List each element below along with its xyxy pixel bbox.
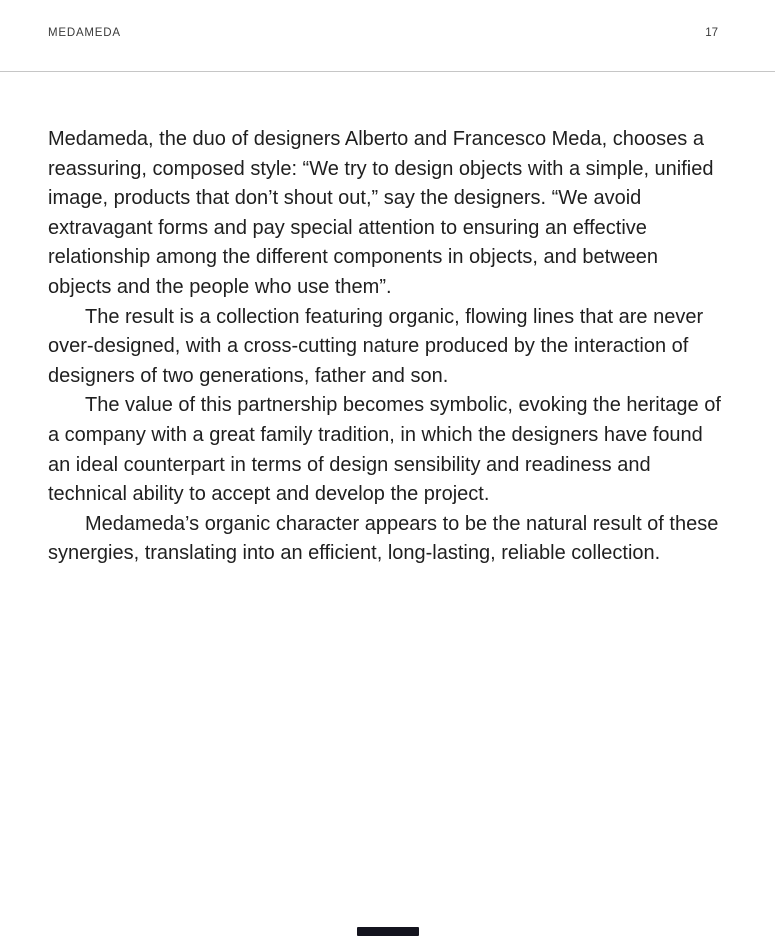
- paragraph-2: The result is a collection featuring organic, flowing lines that are never over-designed, with a cross-cutting nature produced by the interaction of designers of two generations, father and son.: [48, 305, 704, 387]
- running-title: MEDAMEDA: [48, 27, 121, 39]
- paragraph-3: The value of this partnership becomes symbolic, evoking the heritage of a company with a great family tradition, in which the designers have found an ideal counterpart in terms of design sensibility and readiness and technical ability to accept and develop the project.: [48, 394, 721, 506]
- page-header: [0, 0, 775, 72]
- paragraph-4: Medameda’s organic character appears to be the natural result of these synergies, translating into an efficient, long-lasting, reliable collection.: [48, 512, 719, 565]
- page-number: 17: [705, 27, 718, 39]
- scroll-progress-handle[interactable]: [357, 927, 419, 936]
- paragraph-1: Medameda, the duo of designers Alberto and Francesco Meda, chooses a reassuring, composed style: “We try to design objects with a simple, unified image, products that don’t shout out,” say the designers. “We avoid extravagant forms and pay special attention to ensuring an effective relationship among the different components in objects, and between objects and the people who use them”.: [48, 128, 714, 298]
- page-body: [48, 125, 722, 569]
